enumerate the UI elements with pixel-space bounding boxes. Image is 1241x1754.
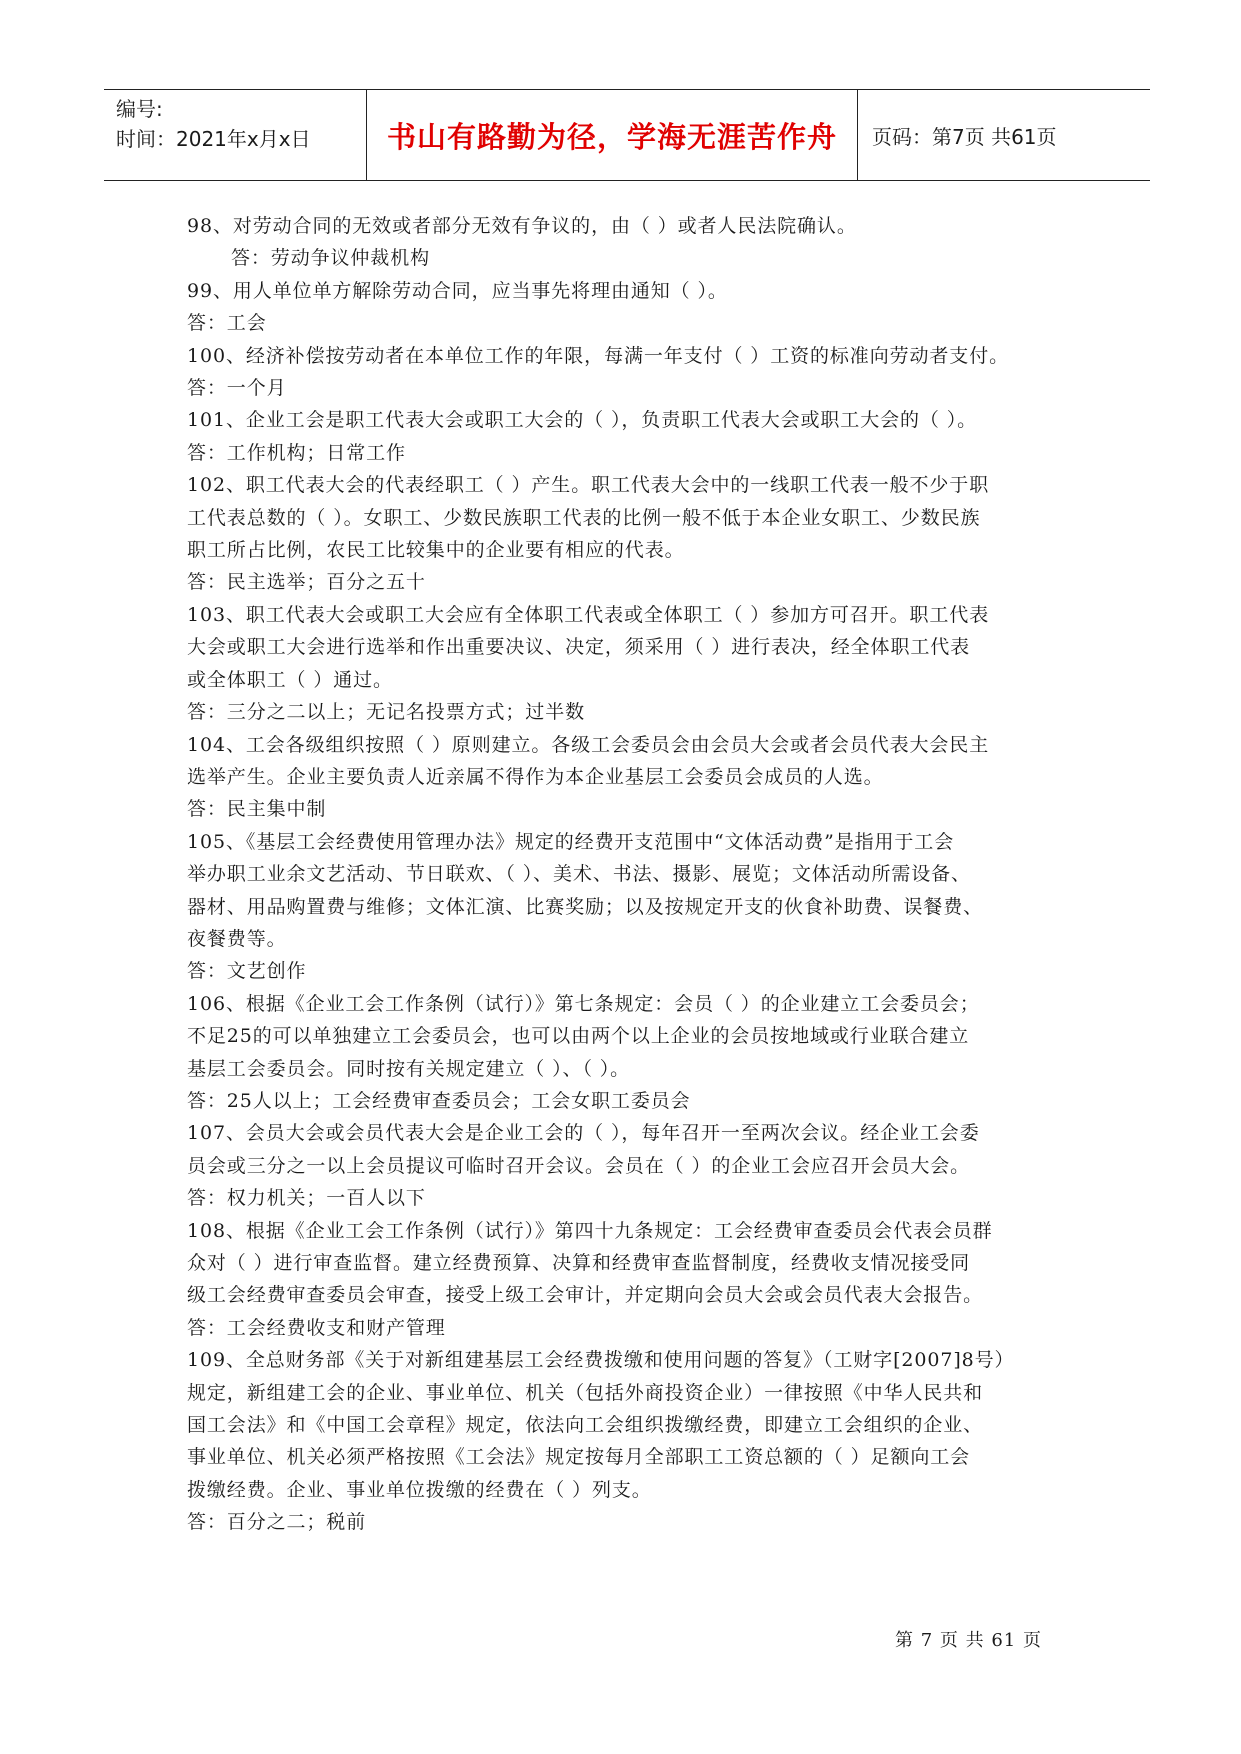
header-page-cell [858,90,1150,180]
question-line: 101、企业工会是职工代表大会或职工大会的（ ），负责职工代表大会或职工大会的（ ）。 [187,409,978,432]
question-line: 100、经济补偿按劳动者在本单位工作的年限，每满一年支付（ ）工资的标准向劳动者支付。 [187,344,1010,367]
question-line: 基层工会委员会。同时按有关规定建立（ ）、（ ）。 [187,1057,631,1080]
number-label: 编号: [116,97,163,121]
page-header [104,89,1150,181]
motto-text: 书山有路勤为径，学海无涯苦作舟 [386,119,837,154]
header-motto-cell [367,90,858,180]
answer-line: 答：工会经费收支和财产管理 [187,1316,446,1339]
page-footer [895,1626,1042,1652]
question-line: 103、职工代表大会或职工大会应有全体职工代表或全体职工（ ）参加方可召开。职工代表 [187,603,990,626]
answer-line: 答：民主选举；百分之五十 [187,571,426,594]
question-line: 或全体职工（ ）通过。 [187,668,393,691]
answer-line: 答：民主集中制 [187,798,327,821]
question-line: 规定，新组建工会的企业、事业单位、机关（包括外商投资企业）一律按照《中华人民共和 [187,1381,984,1404]
time-label: 时间：2021年x月x日 [116,127,311,151]
question-line: 105、《基层工会经费使用管理办法》规定的经费开支范围中“文体活动费”是指用于工会 [187,830,955,853]
answer-line: 答：工作机构；日常工作 [187,441,406,464]
question-line: 夜餐费等。 [187,927,287,950]
answer-line: 答：文艺创作 [187,960,307,983]
answer-line: 答：百分之二；税前 [187,1511,367,1534]
question-line: 选举产生。企业主要负责人近亲属不得作为本企业基层工会委员会成员的人选。 [187,765,884,788]
question-line: 拨缴经费。企业、事业单位拨缴的经费在（ ）列支。 [187,1478,652,1501]
question-line: 99、用人单位单方解除劳动合同，应当事先将理由通知（ ）。 [187,279,728,302]
question-line: 109、全总财务部《关于对新组建基层工会经费拨缴和使用问题的答复》（工财字[2007]8号） [187,1349,1015,1372]
question-line: 108、根据《企业工会工作条例（试行）》第四十九条规定：工会经费审查委员会代表会员群 [187,1219,993,1242]
question-line: 举办职工业余文艺活动、节日联欢、（ ）、美术、书法、摄影、展览；文体活动所需设备、 [187,863,971,886]
question-line: 事业单位、机关必须严格按照《工会法》规定按每月全部职工工资总额的（ ）足额向工会 [187,1446,971,1469]
footer-page-number: 第 7 页 共 61 页 [895,1630,1042,1651]
page-label: 页码：第7页 共61页 [872,124,1057,149]
question-line: 98、对劳动合同的无效或者部分无效有争议的，由（ ）或者人民法院确认。 [187,215,857,237]
question-line: 职工所占比例，农民工比较集中的企业要有相应的代表。 [187,539,685,562]
question-line: 器材、用品购置费与维修；文体汇演、比赛奖励；以及按规定开支的伙食补助费、误餐费、 [187,895,984,918]
answer-line: 答：劳动争议仲裁机构 [231,247,431,270]
question-line: 不足25的可以单独建立工会委员会，也可以由两个以上企业的会员按地域或行业联合建立 [187,1025,970,1048]
question-line: 106、根据《企业工会工作条例（试行）》第七条规定：会员（ ）的企业建立工会委员会； [187,992,980,1015]
answer-line: 答：权力机关；一百人以下 [187,1187,426,1210]
question-line: 大会或职工大会进行选举和作出重要决议、决定，须采用（ ）进行表决，经全体职工代表 [187,636,971,659]
header-info-cell [104,90,367,180]
question-line: 107、会员大会或会员代表大会是企业工会的（ ），每年召开一至两次会议。经企业工会委 [187,1122,980,1145]
question-line: 级工会经费审查委员会审查，接受上级工会审计，并定期向会员大会或会员代表大会报告。 [187,1284,984,1307]
question-line: 国工会法》和《中国工会章程》规定，依法向工会组织拨缴经费，即建立工会组织的企业、 [187,1414,984,1437]
question-line: 众对（ ）进行审查监督。建立经费预算、决算和经费审查监督制度，经费收支情况接受同 [187,1252,971,1274]
question-line: 员会或三分之一以上会员提议可临时召开会议。会员在（ ）的企业工会应召开会员大会。 [187,1154,971,1177]
answer-line: 答：25人以上；工会经费审查委员会；工会女职工委员会 [187,1089,691,1112]
question-line: 工代表总数的（ ）。女职工、少数民族职工代表的比例一般不低于本企业女职工、少数民族 [187,506,981,529]
document-body [187,210,1067,1539]
answer-line: 答：工会 [187,312,267,335]
answer-line: 答：三分之二以上；无记名投票方式；过半数 [187,701,586,724]
answer-line: 答：一个月 [187,377,287,400]
question-line: 104、工会各级组织按照（ ）原则建立。各级工会委员会由会员大会或者会员代表大会民主 [187,733,990,756]
question-line: 102、职工代表大会的代表经职工（ ）产生。职工代表大会中的一线职工代表一般不少于职 [187,474,990,497]
